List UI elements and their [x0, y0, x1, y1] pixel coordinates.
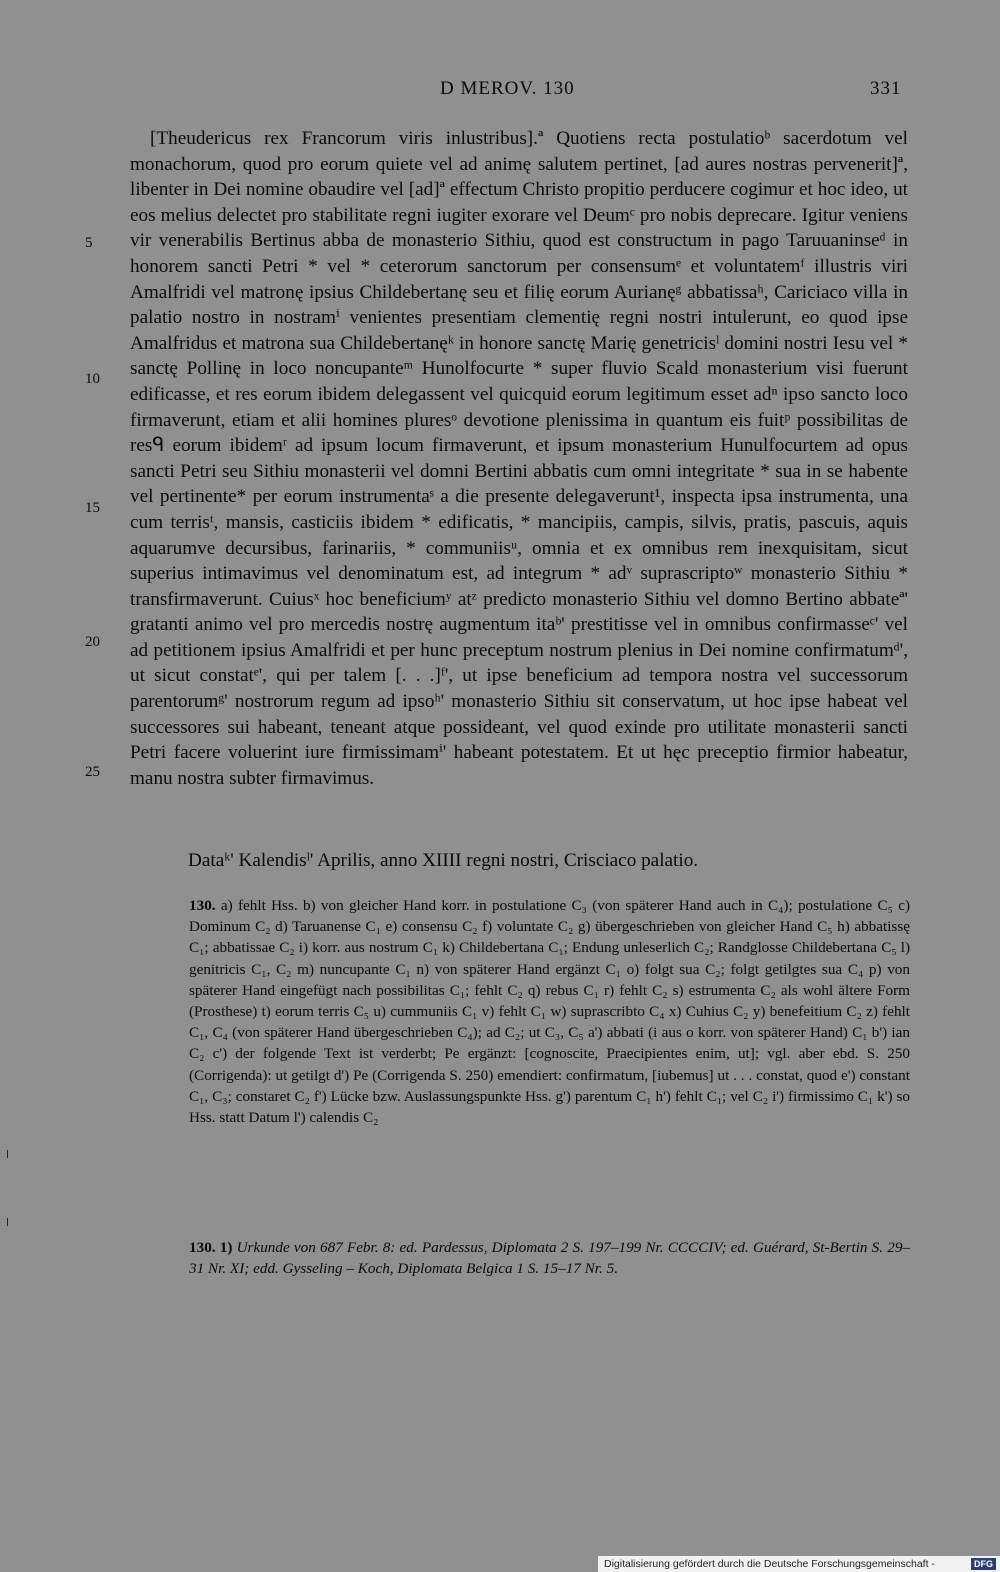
running-head-title: D MEROV. 130	[440, 78, 575, 99]
footnote-text: Urkunde von 687 Febr. 8: ed. Pardessus, Diplomata 2 S. 197–199 Nr. CCCCIV; ed. Guérard, St-Bertin S. 29–31 Nr. XI; edd. Gysseling – Koch, Diplomata Belgica 1 S. 15–17 Nr. 5.	[189, 1239, 911, 1278]
line-number: 25	[85, 764, 100, 780]
footnote-label: 130. 1)	[189, 1239, 233, 1256]
page-number: 331	[870, 78, 902, 99]
funding-banner	[598, 1556, 1000, 1572]
line-number: 10	[85, 371, 100, 387]
margin-mark	[7, 1150, 8, 1158]
line-number: 5	[85, 235, 93, 251]
critical-apparatus	[189, 895, 910, 1128]
dfg-logo: DFG	[971, 1558, 996, 1570]
dating-clause: Dataᵏ' Kalendisˡ' Aprilis, anno XIIII regni nostri, Crisciaco palatio.	[188, 850, 699, 871]
charter-text	[130, 126, 908, 791]
line-number: 20	[85, 634, 100, 650]
margin-mark	[7, 1218, 8, 1226]
charter-paragraph: [Theudericus rex Francorum viris inlustribus].ª Quotiens recta postulatioᵇ sacerdotum vel monachorum, quod pro eorum quiete vel ad animę salutem pertinet, [ad aures nostras pervenerit]ª, libenter in Dei nomine obaudire vel [ad]ª effectum Christo propitio perducere cogimur et hoc ideo, ut eos melius delectet pro stabilitate regni iugiter exorare vel Deumᶜ pro nobis deprecare. Igitur veniens vir venerabilis Bertinus abba de monasterio Sithiu, quod est constructum in pago Taruuaninseᵈ in honorem sancti Petri * vel * ceterorum sanctorum per consensumᵉ et voluntatemᶠ illustris viri Amalfridi vel matronę ipsius Childebertanę seu et filię eorum Aurianęᵍ abbatissaʰ, Cariciaco villa in palatio nostro in nostramⁱ venientes presentiam clementię regni nostri intulerunt, eo quod ipse Amalfridus et matrona sua Childebertanęᵏ in honore sanctę Marię genetricisˡ domini nostri Iesu vel * sanctę Pollinę in loco noncupanteᵐ Hunolfocurte * super fluvio Scald monasterium visi fuerunt edificasse, et res eorum ibidem delegassent vel quicquid eorum legitimum esset adⁿ ipso sancto loco firmaverunt, etiam et alii homines pluresᵒ devotione plenissima in quantum eis fuitᵖ possibilitas de resᑫ eorum ibidemʳ ad ipsum locum firmaverunt, et ipsum monasterium Hunulfocurtem ad opus sancti Petri seu Sithiu monasterii vel domni Bertini abbatis cum omni integritate * sua in se habente vel pertinente* per eorum instrumentaˢ a die presente delegaverunt¹, inspecta ipsa instrumenta, una cum terrisᵗ, mansis, casticiis ibidem * edificatis, * mancipiis, campis, silvis, pratis, pascuis, aquis aquarumve decursibus, farinariis, * communiisᵘ, omnia et ex omnibus rem inexquisitam, sicut superius intimavimus vel denominatum est, ad integrum * adᵛ suprascriptoʷ monasterio Sithiu * transfirmaverunt. Cuiusˣ hoc beneficiumʸ atᶻ predicto monasterio Sithiu vel domno Bertino abbateª' gratanti animo vel pro mercedis nostrę augmentum itaᵇ' prestitisse vel in omnibus confirmasseᶜ' vel ad petitionem ipsius Amalfridi et per hunc preceptum nostrum plenius in Dei nomine confirmatumᵈ', ut sicut constatᵉ', qui per talem [. . .]ᶠ', ut ipse beneficium ad tempora nostra vel successorum parentorumᵍ' nostrorum regum ad ipsoʰ' monasterio Sithiu sit conservatum, ut hoc ipse habeat vel successores sui habeant, teneant atque possideant, vel quod exinde pro utilitate monasterii sancti Petri facere voluerint iure firmissimamⁱ' habeant potestatem. Et ut hęc preceptio firmior habeatur, manu nostra subter firmavimus.	[130, 128, 909, 789]
funding-text: Digitalisierung gefördert durch die Deutsche Forschungsgemeinschaft -	[604, 1558, 935, 1570]
line-number: 15	[85, 500, 100, 516]
apparatus-text: a) fehlt Hss. b) von gleicher Hand korr. in postulatione C₃ (von späterer Hand auch in C₄); postulatione C₅ c) Dominum C₂ d) Taruanense C₁ e) consensu C₂ f) voluntate C₂ g) übergeschrieben von gleicher Hand C₅ h) abbatissę C₁; abbatissae C₂ i) korr. aus nostrum C₁ k) Childebertana C₁; Endung unleserlich C₂; Randglosse Childebertana C₅ l) genitricis C₁, C₂ m) nuncupante C₁ n) von späterer Hand ergänzt C₁ o) folgt sua C₂; folgt getilgtes sua C₄ p) von späterer Hand eingefügt nach possibilitas C₁; fehlt C₂ q) rebus C₁ r) fehlt C₂ s) estrumenta C₂ als wohl ältere Form (Prosthese) t) eorum terris C₅ u) cummuniis C₁ v) fehlt C₁ w) suprascribto C₄ x) Cuhius C₂ y) benefeitium C₂ z) fehlt C₁, C₄ (von späterer Hand übergeschrieben C₄); ad C₂; ut C₃, C₅ a') abbati (i aus o korr. von späterer Hand) C₁ b') ian C₂ c') der folgende Text ist verderbt; Pe ergänzt: [cognoscite, Praecipientes enim, ut]; vgl. aber ebd. S. 250 (Corrigenda): ut getilgt d') Pe (Corrigenda S. 250) emendiert: confirmatum, [iubemus] ut . . . constat, quod e') constant C₁, C₃; constaret C₂ f') Lücke bzw. Auslassungspunkte Hss. g') parentum C₁ h') fehlt C₁; vel C₂ i') firmissimo C₁ k') so Hss. statt Datum l') calendis C₂	[189, 897, 911, 1127]
running-head	[0, 78, 1000, 108]
source-footnote	[189, 1237, 910, 1279]
apparatus-label: 130.	[189, 897, 216, 914]
